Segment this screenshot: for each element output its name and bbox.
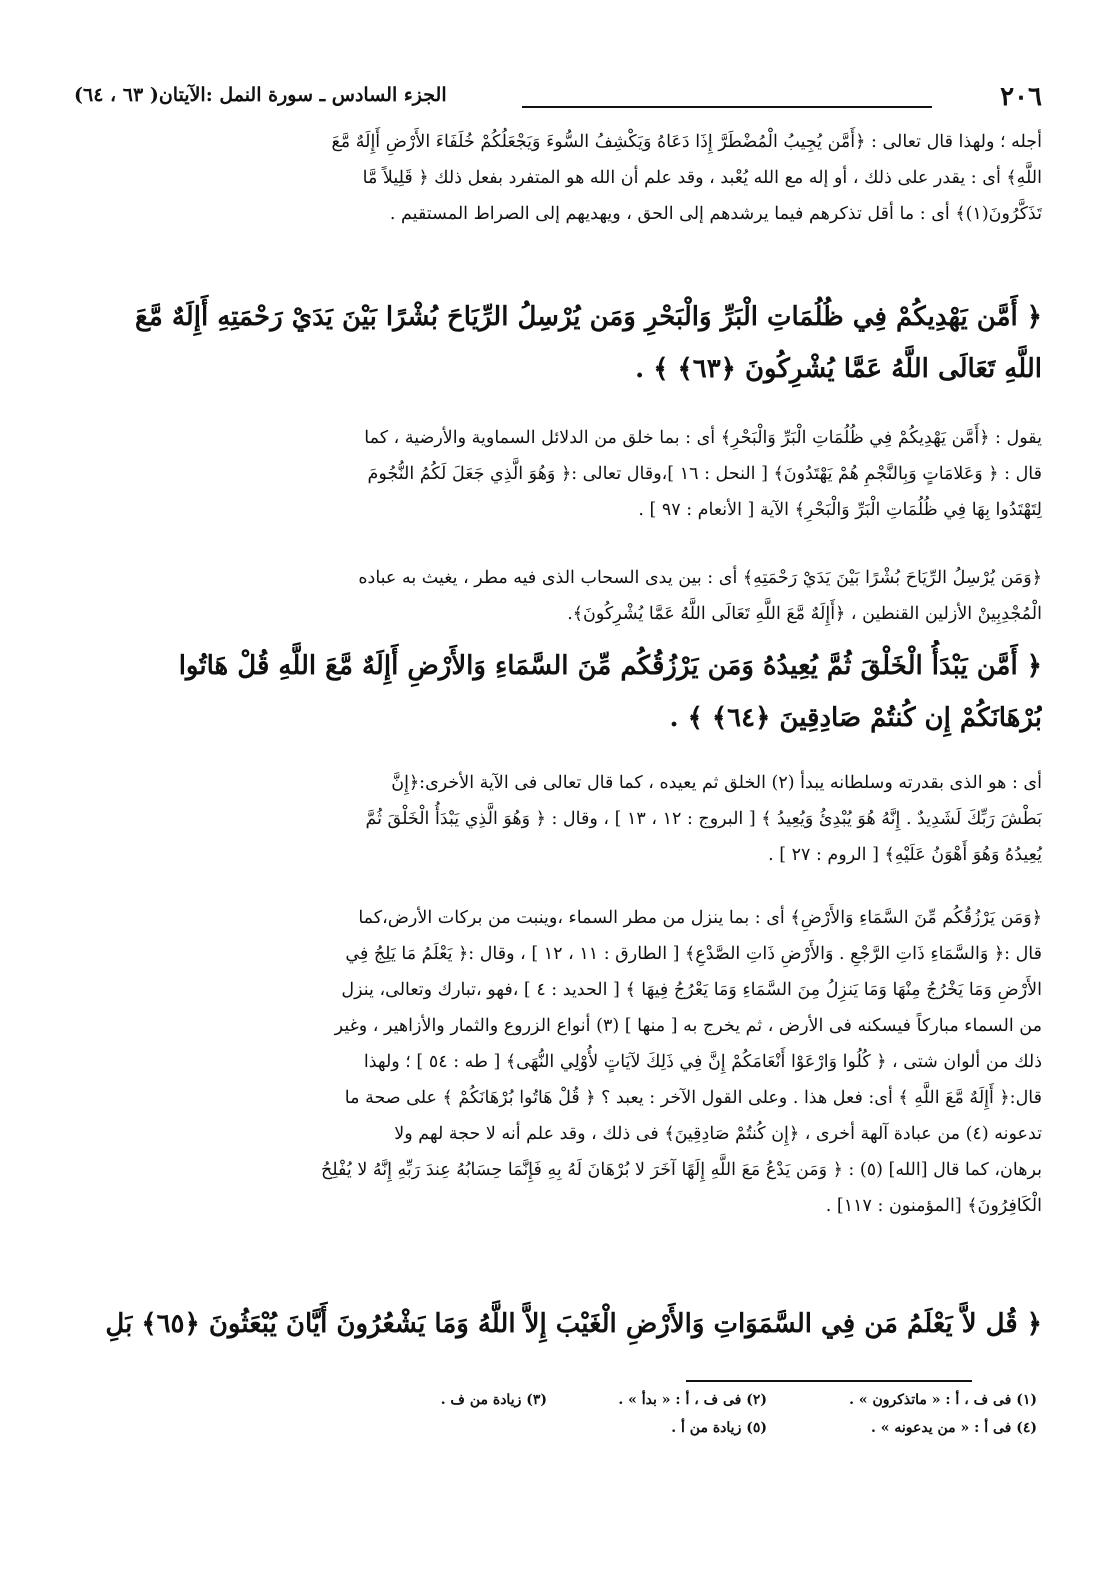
paragraph-2 [70, 420, 1042, 528]
paragraph-5 [70, 900, 1042, 1224]
text-line: أجله ؛ ولهذا قال تعالى : ﴿أَمَّن يُجِيبُ الْمُضْطَرَّ إِذَا دَعَاهُ وَيَكْشِفُ السُّوءَ وَيَجْعَلُكُمْ خُلَفَاءَ الأَرْضِ أَإِلَهٌ مَّعَ [331, 132, 1042, 152]
text-line: لِتَهْتَدُوا بِهَا فِي ظُلُمَاتِ الْبَرِّ وَالْبَحْرِ﴾ الآية [ الأنعام : ٩٧ ] . [638, 500, 1042, 520]
text-line: اللَّهِ﴾ أى : يقدر على ذلك ، أو إله مع الله يُعْبد ، وقد علم أن الله هو المتفرد بفعل ذلك ﴿ قَلِيلاً مَّا [362, 168, 1042, 188]
text-line: الْمُجْدِبِينْ الأزلين القنطين ، ﴿أَإِلَهٌ مَّعَ اللَّهِ تَعَالَى اللَّهُ عَمَّا يُشْرِكُونَ﴾. [567, 604, 1042, 624]
text-line: تدعونه (٤) من عبادة آلهة أخرى ، ﴿إِن كُنتُمْ صَادِقِينَ﴾ فى ذلك ، وقد علم أنه لا حجة لهم ولا [394, 1124, 1042, 1144]
verse-64 [70, 640, 1042, 744]
text-line: أى : هو الذى بقدرته وسلطانه يبدأ (٢) الخلق ثم يعيده ، كما قال تعالى فى الآية الأخرى:﴿إِنَّ [391, 773, 1042, 793]
paragraph-4 [70, 765, 1042, 873]
footnote-row [137, 1392, 1037, 1420]
footnote-rule [686, 1380, 972, 1382]
text-line: يقول : ﴿أَمَّن يَهْدِيكُمْ فِي ظُلُمَاتِ الْبَرِّ وَالْبَحْرِ﴾ أى : بما خلق من الدلائل السماوية والأرضية ، كما [364, 428, 1042, 448]
text-line: ﴿وَمَن يُرْسِلُ الرِّيَاحَ بُشْرًا بَيْنَ يَدَيْ رَحْمَتِهِ﴾ أى : بين يدى السحاب الذى فيه مطر ، يغيث به عباده [358, 568, 1042, 588]
text-line: قال :﴿ وَالسَّمَاءِ ذَاتِ الرَّجْعِ . وَالأَرْضِ ذَاتِ الصَّدْعِ﴾ [ الطارق : ١١ ، ١٢ ] ، وقال :﴿ يَعْلَمُ مَا يَلِجُ فِي [345, 944, 1042, 964]
footnote-2: (٢) فى ف ، أ : « بدأ » . [618, 1392, 767, 1408]
footnote-5: (٥) زيادة من أ . [671, 1420, 767, 1436]
text-line: الأَرْضِ وَمَا يَخْرُجُ مِنْهَا وَمَا يَنزِلُ مِنَ السَّمَاءِ وَمَا يَعْرُجُ فِيهَا ﴾ [ الحديد : ٤ ] ،فهو ،تبارك وتعالى، ينزل [341, 980, 1042, 1000]
verse-line: ﴿ قُل لاَّ يَعْلَمُ مَن فِي السَّمَوَاتِ وَالأَرْضِ الْغَيْبَ إِلاَّ اللَّهُ وَمَا يَشْعُرُونَ أَيَّانَ يُبْعَثُونَ ﴿٦٥﴾ بَلِ [105, 1309, 1042, 1339]
verse-63 [70, 291, 1042, 395]
footnotes [137, 1392, 1037, 1448]
verse-line: ﴿ أَمَّن يَهْدِيكُمْ فِي ظُلُمَاتِ الْبَرِّ وَالْبَحْرِ وَمَن يُرْسِلُ الرِّيَاحَ بُشْرًا بَيْنَ يَدَيْ رَحْمَتِهِ أَإِلَهٌ مَّعَ [135, 302, 1042, 332]
text-line: ذلك من ألوان شتى ، ﴿ كُلُوا وَارْعَوْا أَنْعَامَكُمْ إِنَّ فِي ذَلِكَ لآيَاتٍ لأُوْلِي النُّهَى﴾ [ طه : ٥٤ ] ؛ ولهذا [363, 1052, 1042, 1072]
footnote-1: (١) فى ف ، أ : « ماتذكرون » . [849, 1392, 1037, 1408]
page-number: ٢٠٦ [1000, 82, 1042, 112]
verse-65 [70, 1298, 1042, 1350]
paragraph-3 [70, 560, 1042, 632]
text-line: قال:﴿ أَإِلَهٌ مَّعَ اللَّهِ ﴾ أى: فعل هذا . وعلى القول الآخر : يعبد ؟ ﴿ قُلْ هَاتُوا بُرْهَانَكُمْ ﴾ على صحة ما [344, 1088, 1042, 1108]
verse-line: اللَّهِ تَعَالَى اللَّهُ عَمَّا يُشْرِكُونَ ﴿٦٣﴾ ﴾ . [635, 354, 1042, 384]
text-line: الْكَافِرُونَ﴾ [المؤمنون : ١١٧] . [825, 1196, 1042, 1216]
footnote-4: (٤) فى أ : « من يدعونه » . [871, 1420, 1037, 1436]
footnote-3: (٣) زيادة من ف . [440, 1392, 547, 1408]
verse-line: بُرْهَانَكُمْ إِن كُنتُمْ صَادِقِينَ ﴿٦٤﴾ ﴾ . [669, 703, 1042, 733]
text-line: تَذَكَّرُونَ(١)﴾ أى : ما أقل تذكرهم فيما يرشدهم إلى الحق ، ويهديهم إلى الصراط المستقيم . [389, 204, 1042, 224]
text-line: قال : ﴿ وَعَلامَاتٍ وَبِالنَّجْمِ هُمْ يَهْتَدُونَ﴾ [ النحل : ١٦ ]،وقال تعالى :﴿ وَهُوَ الَّذِي جَعَلَ لَكُمُ النُّجُومَ [367, 464, 1042, 484]
verse-line: ﴿ أَمَّن يَبْدَأُ الْخَلْقَ ثُمَّ يُعِيدُهُ وَمَن يَرْزُقُكُم مِّنَ السَّمَاءِ وَالأَرْضِ أَإِلَهٌ مَّعَ اللَّهِ قُلْ هَاتُوا [178, 651, 1042, 681]
text-line: يُعِيدُهُ وَهُوَ أَهْوَنُ عَلَيْهِ﴾ [ الروم : ٢٧ ] . [768, 845, 1042, 865]
footnote-row [137, 1420, 1037, 1448]
text-line: من السماء مباركاً فيسكنه فى الأرض ، ثم يخرج به [ منها ] (٣) أنواع الزروع والثمار والأزاهير ، وغير [334, 1016, 1042, 1036]
text-line: بَطْشَ رَبِّكَ لَشَدِيدٌ . إِنَّهُ هُوَ يُبْدِئُ وَيُعِيدُ ﴾ [ البروج : ١٢ ، ١٣ ] ، وقال : ﴿ وَهُوَ الَّذِي يَبْدَأُ الْخَلْقَ ثُمَّ [365, 809, 1042, 829]
text-line: ﴿وَمَن يَرْزُقُكُم مِّنَ السَّمَاءِ وَالأَرْضِ﴾ أى : بما ينزل من مطر السماء ،وينبت من بركات الأرض،كما [358, 908, 1042, 928]
paragraph-1 [70, 124, 1042, 232]
header-rule [522, 106, 932, 108]
running-title: الجزء السادس ـ سورة النمل :الآيتان( ٦٣ ، ٦٤) [74, 84, 447, 106]
text-line: برهان، كما قال [الله] (٥) : ﴿ وَمَن يَدْعُ مَعَ اللَّهِ إِلَهًا آخَرَ لا بُرْهَانَ لَهُ بِهِ فَإِنَّمَا حِسَابُهُ عِندَ رَبِّهِ إِنَّهُ لا يُفْلِحُ [320, 1160, 1042, 1180]
running-header [74, 80, 1042, 120]
